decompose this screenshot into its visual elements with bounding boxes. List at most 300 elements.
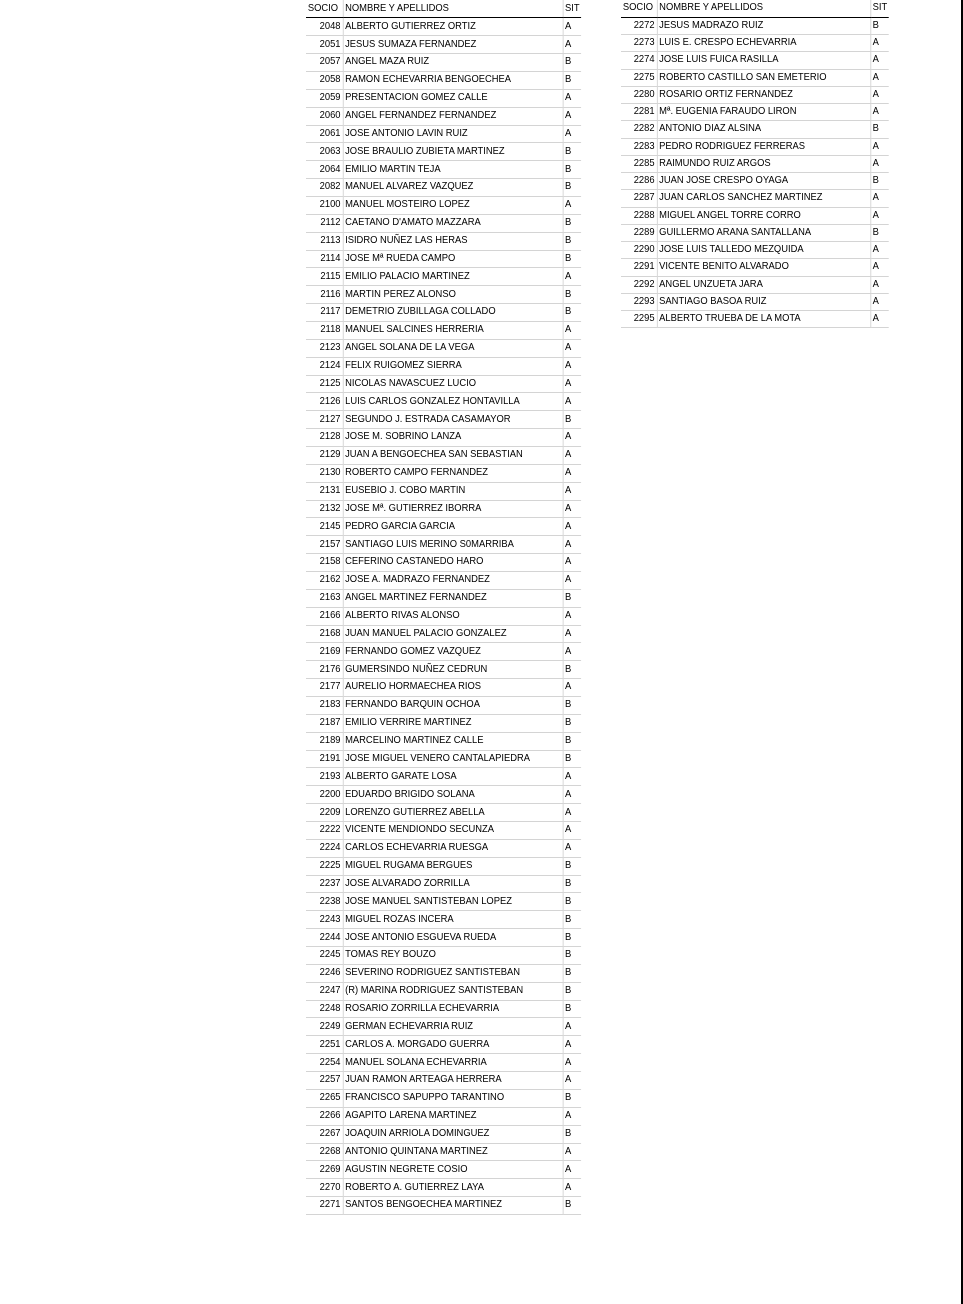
table-row [621,104,889,121]
cell-sit: B [563,947,582,965]
cell-sit: A [563,518,582,536]
cell-nombre: MIGUEL ROZAS INCERA [343,911,563,929]
table-row [306,643,581,661]
header-sit: SIT [563,0,582,18]
cell-nombre: MIGUEL ANGEL TORRE CORRO [657,207,870,224]
cell-socio: 2254 [306,1054,343,1072]
cell-socio: 2127 [306,411,343,429]
cell-sit: B [563,232,582,250]
cell-nombre: NICOLAS NAVASCUEZ LUCIO [343,375,563,393]
table-row [621,293,889,310]
cell-nombre: JOSE LUIS FUICA RASILLA [657,52,870,69]
table-row [306,250,581,268]
cell-nombre: ANTONIO DIAZ ALSINA [657,121,870,138]
cell-nombre: ALBERTO RIVAS ALONSO [343,607,563,625]
cell-socio: 2128 [306,429,343,447]
cell-socio: 2273 [621,35,657,52]
cell-socio: 2051 [306,36,343,54]
cell-sit: A [870,207,889,224]
cell-nombre: ANGEL UNZUETA JARA [657,276,870,293]
cell-nombre: JUAN A BENGOECHEA SAN SEBASTIAN [343,446,563,464]
table-row [306,1143,581,1161]
cell-socio: 2189 [306,732,343,750]
table-row [306,714,581,732]
cell-sit: A [563,375,582,393]
table-row [621,173,889,190]
cell-nombre: LORENZO GUTIERREZ ABELLA [343,804,563,822]
table-row [306,947,581,965]
cell-sit: B [563,1125,582,1143]
table-row [306,1161,581,1179]
cell-sit: A [563,500,582,518]
cell-sit: A [563,1161,582,1179]
cell-nombre: GUILLERMO ARANA SANTALLANA [657,224,870,241]
table-row [306,1036,581,1054]
table-row [306,482,581,500]
cell-nombre: EMILIO PALACIO MARTINEZ [343,268,563,286]
cell-socio: 2268 [306,1143,343,1161]
cell-socio: 2274 [621,52,657,69]
cell-socio: 2157 [306,536,343,554]
cell-socio: 2224 [306,839,343,857]
cell-socio: 2237 [306,875,343,893]
cell-socio: 2100 [306,196,343,214]
cell-sit: A [870,69,889,86]
cell-sit: A [563,36,582,54]
table-row [306,768,581,786]
cell-nombre: MANUEL SOLANA ECHEVARRIA [343,1054,563,1072]
cell-sit: B [870,17,889,34]
cell-sit: B [563,857,582,875]
cell-nombre: ROBERTO CAMPO FERNANDEZ [343,464,563,482]
table-row [306,572,581,590]
cell-socio: 2283 [621,138,657,155]
table-row [306,339,581,357]
cell-socio: 2245 [306,947,343,965]
table-row [306,982,581,1000]
table-row [621,69,889,86]
cell-sit: A [563,607,582,625]
cell-socio: 2265 [306,1089,343,1107]
cell-sit: A [563,536,582,554]
members-table-body-right [621,17,889,328]
table-row [306,661,581,679]
cell-socio: 2238 [306,893,343,911]
cell-nombre: DEMETRIO ZUBILLAGA COLLADO [343,304,563,322]
cell-socio: 2061 [306,125,343,143]
cell-socio: 2272 [621,17,657,34]
cell-sit: B [563,179,582,197]
table-row [621,86,889,103]
table-row [306,411,581,429]
cell-socio: 2243 [306,911,343,929]
cell-socio: 2158 [306,554,343,572]
table-row [306,1125,581,1143]
cell-socio: 2177 [306,679,343,697]
cell-nombre: MIGUEL RUGAMA BERGUES [343,857,563,875]
cell-nombre: JOSE LUIS TALLEDO MEZQUIDA [657,242,870,259]
table-row [306,625,581,643]
table-row [621,35,889,52]
table-row [306,1072,581,1090]
table-header-row [621,0,889,17]
cell-sit: B [563,589,582,607]
cell-sit: A [870,190,889,207]
cell-socio: 2168 [306,625,343,643]
cell-socio: 2289 [621,224,657,241]
table-row [306,125,581,143]
cell-socio: 2295 [621,311,657,328]
cell-socio: 2126 [306,393,343,411]
cell-socio: 2292 [621,276,657,293]
cell-socio: 2163 [306,589,343,607]
cell-nombre: ISIDRO NUÑEZ LAS HERAS [343,232,563,250]
cell-sit: B [870,173,889,190]
cell-socio: 2176 [306,661,343,679]
cell-nombre: JOAQUIN ARRIOLA DOMINGUEZ [343,1125,563,1143]
cell-nombre: JOSE Mª RUEDA CAMPO [343,250,563,268]
table-row [306,18,581,36]
cell-socio: 2248 [306,1000,343,1018]
cell-sit: A [563,125,582,143]
cell-nombre: Mª. EUGENIA FARAUDO LIRON [657,104,870,121]
cell-nombre: MARCELINO MARTINEZ CALLE [343,732,563,750]
table-row [621,259,889,276]
table-row [306,89,581,107]
cell-nombre: ALBERTO GUTIERREZ ORTIZ [343,18,563,36]
cell-nombre: MANUEL SALCINES HERRERIA [343,321,563,339]
table-row [306,518,581,536]
table-row [621,52,889,69]
cell-nombre: JOSE ALVARADO ZORRILLA [343,875,563,893]
cell-socio: 2166 [306,607,343,625]
cell-sit: A [563,393,582,411]
cell-nombre: ROBERTO A. GUTIERREZ LAYA [343,1179,563,1197]
cell-socio: 2225 [306,857,343,875]
cell-nombre: ANGEL FERNANDEZ FERNANDEZ [343,107,563,125]
table-row [306,179,581,197]
cell-sit: A [563,268,582,286]
cell-sit: A [563,1107,582,1125]
table-row [306,321,581,339]
cell-nombre: JOSE BRAULIO ZUBIETA MARTINEZ [343,143,563,161]
cell-sit: A [563,339,582,357]
table-row [306,804,581,822]
table-row [306,786,581,804]
cell-socio: 2060 [306,107,343,125]
cell-sit: A [870,138,889,155]
cell-nombre: JUAN JOSE CRESPO OYAGA [657,173,870,190]
cell-sit: A [870,52,889,69]
cell-nombre: JUAN MANUEL PALACIO GONZALEZ [343,625,563,643]
cell-socio: 2280 [621,86,657,103]
cell-socio: 2282 [621,121,657,138]
cell-sit: A [563,18,582,36]
cell-nombre: MANUEL ALVAREZ VAZQUEZ [343,179,563,197]
cell-sit: B [563,929,582,947]
cell-sit: A [563,822,582,840]
cell-sit: A [870,311,889,328]
cell-socio: 2115 [306,268,343,286]
table-row [306,232,581,250]
cell-socio: 2187 [306,714,343,732]
table-row [306,54,581,72]
cell-socio: 2266 [306,1107,343,1125]
cell-nombre: CEFERINO CASTANEDO HARO [343,554,563,572]
table-row [306,1107,581,1125]
table-row [621,190,889,207]
table-row [306,1018,581,1036]
cell-nombre: ANGEL MAZA RUIZ [343,54,563,72]
cell-sit: A [563,1054,582,1072]
table-row [306,107,581,125]
cell-nombre: GERMAN ECHEVARRIA RUIZ [343,1018,563,1036]
cell-socio: 2269 [306,1161,343,1179]
cell-socio: 2275 [621,69,657,86]
table-row [306,71,581,89]
cell-nombre: SEVERINO RODRIGUEZ SANTISTEBAN [343,964,563,982]
cell-socio: 2286 [621,173,657,190]
table-row [621,224,889,241]
cell-sit: B [563,250,582,268]
cell-nombre: VICENTE MENDIONDO SECUNZA [343,822,563,840]
table-row [621,311,889,328]
table-row [621,276,889,293]
table-row [306,464,581,482]
cell-socio: 2114 [306,250,343,268]
cell-socio: 2057 [306,54,343,72]
cell-nombre: CARLOS A. MORGADO GUERRA [343,1036,563,1054]
cell-sit: B [563,1000,582,1018]
cell-nombre: JOSE M. SOBRINO LANZA [343,429,563,447]
cell-sit: A [563,89,582,107]
cell-nombre: VICENTE BENITO ALVARADO [657,259,870,276]
cell-socio: 2124 [306,357,343,375]
table-row [306,1089,581,1107]
cell-sit: B [563,911,582,929]
table-row [306,857,581,875]
cell-sit: B [563,1197,582,1215]
cell-sit: A [563,464,582,482]
cell-socio: 2244 [306,929,343,947]
cell-nombre: PRESENTACION GOMEZ CALLE [343,89,563,107]
cell-nombre: (R) MARINA RODRIGUEZ SANTISTEBAN [343,982,563,1000]
cell-socio: 2222 [306,822,343,840]
cell-socio: 2145 [306,518,343,536]
cell-socio: 2058 [306,71,343,89]
cell-sit: A [870,242,889,259]
cell-socio: 2290 [621,242,657,259]
cell-nombre: PEDRO RODRIGUEZ FERRERAS [657,138,870,155]
cell-nombre: JOSE Mª. GUTIERREZ IBORRA [343,500,563,518]
cell-socio: 2285 [621,155,657,172]
cell-sit: B [563,893,582,911]
table-row [621,138,889,155]
cell-nombre: EUSEBIO J. COBO MARTIN [343,482,563,500]
table-row [306,697,581,715]
cell-nombre: ANTONIO QUINTANA MARTINEZ [343,1143,563,1161]
cell-sit: B [563,732,582,750]
table-row [621,242,889,259]
cell-sit: A [870,86,889,103]
cell-sit: B [563,304,582,322]
table-row [306,893,581,911]
members-table-right [621,0,889,328]
cell-nombre: JOSE A. MADRAZO FERNANDEZ [343,572,563,590]
cell-sit: A [870,155,889,172]
table-header-row [306,0,581,18]
cell-nombre: JUAN RAMON ARTEAGA HERRERA [343,1072,563,1090]
cell-sit: B [563,964,582,982]
table-row [306,214,581,232]
cell-sit: A [563,196,582,214]
cell-socio: 2287 [621,190,657,207]
cell-socio: 2267 [306,1125,343,1143]
cell-socio: 2130 [306,464,343,482]
cell-sit: A [563,1179,582,1197]
cell-socio: 2247 [306,982,343,1000]
cell-socio: 2271 [306,1197,343,1215]
cell-socio: 2293 [621,293,657,310]
cell-sit: B [563,1089,582,1107]
cell-socio: 2117 [306,304,343,322]
cell-sit: B [563,875,582,893]
table-row [306,1197,581,1215]
cell-socio: 2193 [306,768,343,786]
cell-sit: A [563,482,582,500]
cell-nombre: AGUSTIN NEGRETE COSIO [343,1161,563,1179]
cell-sit: A [563,643,582,661]
cell-nombre: ANGEL SOLANA DE LA VEGA [343,339,563,357]
table-row [306,393,581,411]
table-row [306,1000,581,1018]
table-row [306,822,581,840]
table-row [306,446,581,464]
cell-socio: 2063 [306,143,343,161]
cell-socio: 2249 [306,1018,343,1036]
table-row [306,607,581,625]
header-sit: SIT [870,0,889,17]
cell-nombre: MARTIN PEREZ ALONSO [343,286,563,304]
header-socio: SOCIO [306,0,343,18]
cell-socio: 2123 [306,339,343,357]
cell-socio: 2112 [306,214,343,232]
cell-sit: A [563,1072,582,1090]
cell-sit: A [563,786,582,804]
cell-socio: 2169 [306,643,343,661]
cell-sit: B [563,286,582,304]
cell-socio: 2191 [306,750,343,768]
cell-socio: 2131 [306,482,343,500]
cell-socio: 2132 [306,500,343,518]
cell-sit: B [563,661,582,679]
cell-nombre: ROSARIO ZORRILLA ECHEVARRIA [343,1000,563,1018]
cell-nombre: JOSE ANTONIO ESGUEVA RUEDA [343,929,563,947]
table-row [621,207,889,224]
cell-nombre: JESUS MADRAZO RUIZ [657,17,870,34]
table-row [621,155,889,172]
cell-socio: 2288 [621,207,657,224]
cell-nombre: JESUS SUMAZA FERNANDEZ [343,36,563,54]
cell-socio: 2082 [306,179,343,197]
cell-socio: 2116 [306,286,343,304]
table-row [621,17,889,34]
cell-nombre: JOSE MANUEL SANTISTEBAN LOPEZ [343,893,563,911]
cell-socio: 2246 [306,964,343,982]
cell-socio: 2209 [306,804,343,822]
table-row [306,286,581,304]
table-row [306,1179,581,1197]
header-nombre: NOMBRE Y APELLIDOS [343,0,563,18]
cell-nombre: FERNANDO GOMEZ VAZQUEZ [343,643,563,661]
cell-sit: B [563,411,582,429]
cell-sit: A [563,839,582,857]
cell-sit: A [563,679,582,697]
cell-socio: 2064 [306,161,343,179]
cell-socio: 2200 [306,786,343,804]
cell-nombre: JOSE MIGUEL VENERO CANTALAPIEDRA [343,750,563,768]
cell-nombre: PEDRO GARCIA GARCIA [343,518,563,536]
cell-socio: 2059 [306,89,343,107]
cell-socio: 2281 [621,104,657,121]
cell-socio: 2118 [306,321,343,339]
cell-sit: B [563,71,582,89]
cell-socio: 2125 [306,375,343,393]
cell-nombre: SANTOS BENGOECHEA MARTINEZ [343,1197,563,1215]
cell-nombre: ALBERTO TRUEBA DE LA MOTA [657,311,870,328]
cell-sit: A [563,1018,582,1036]
table-row [306,429,581,447]
header-nombre: NOMBRE Y APELLIDOS [657,0,870,17]
table-row [306,1054,581,1072]
cell-sit: B [870,224,889,241]
cell-sit: B [563,697,582,715]
table-row [306,929,581,947]
cell-nombre: GUMERSINDO NUÑEZ CEDRUN [343,661,563,679]
cell-sit: B [563,214,582,232]
cell-sit: A [563,625,582,643]
cell-sit: A [563,804,582,822]
cell-sit: A [563,357,582,375]
table-row [306,500,581,518]
cell-socio: 2048 [306,18,343,36]
table-row [306,750,581,768]
cell-sit: B [563,982,582,1000]
cell-sit: A [563,446,582,464]
cell-nombre: JUAN CARLOS SANCHEZ MARTINEZ [657,190,870,207]
cell-nombre: RAMON ECHEVARRIA BENGOECHEA [343,71,563,89]
table-row [306,268,581,286]
cell-nombre: SANTIAGO BASOA RUIZ [657,293,870,310]
cell-socio: 2162 [306,572,343,590]
cell-socio: 2113 [306,232,343,250]
cell-nombre: ANGEL MARTINEZ FERNANDEZ [343,589,563,607]
header-socio: SOCIO [621,0,657,17]
cell-sit: A [563,768,582,786]
cell-nombre: LUIS CARLOS GONZALEZ HONTAVILLA [343,393,563,411]
cell-sit: A [563,429,582,447]
cell-nombre: MANUEL MOSTEIRO LOPEZ [343,196,563,214]
cell-nombre: FERNANDO BARQUIN OCHOA [343,697,563,715]
cell-nombre: TOMAS REY BOUZO [343,947,563,965]
cell-nombre: SANTIAGO LUIS MERINO S0MARRIBA [343,536,563,554]
cell-sit: A [563,572,582,590]
cell-nombre: EDUARDO BRIGIDO SOLANA [343,786,563,804]
cell-nombre: AURELIO HORMAECHEA RIOS [343,679,563,697]
table-row [306,911,581,929]
cell-socio: 2257 [306,1072,343,1090]
table-row [306,589,581,607]
